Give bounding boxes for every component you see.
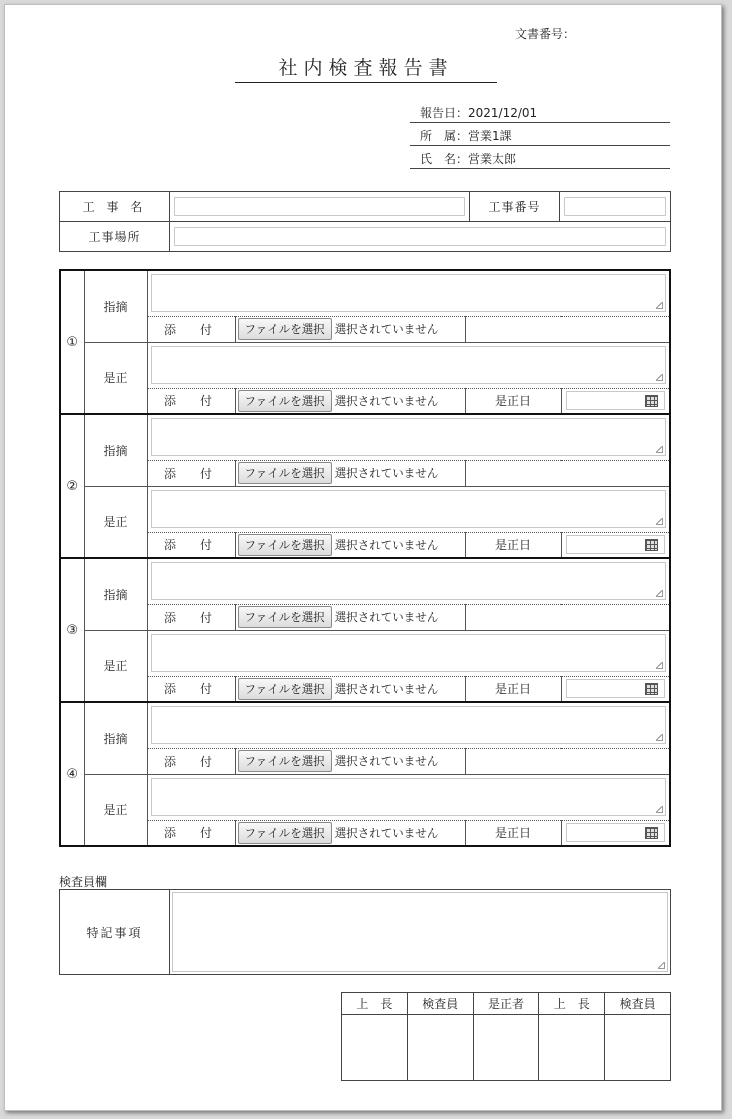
inspector-section-title: 検査員欄 bbox=[59, 875, 108, 889]
blank-cell bbox=[465, 460, 670, 486]
remarks-table bbox=[59, 889, 671, 975]
page-title: 社内検査報告書 bbox=[235, 53, 497, 83]
item-number: ② bbox=[60, 414, 84, 558]
finding-textarea[interactable] bbox=[151, 274, 667, 312]
stamp-box bbox=[342, 1015, 408, 1081]
no-file-text: 選択されていません bbox=[334, 610, 439, 624]
correction-label: 是正 bbox=[84, 774, 147, 846]
calendar-icon[interactable] bbox=[645, 827, 658, 839]
construction-site-input[interactable] bbox=[174, 227, 666, 246]
stamp-box bbox=[407, 1015, 473, 1081]
correction-textarea[interactable] bbox=[151, 490, 667, 528]
correction-date-label: 是正日 bbox=[465, 532, 561, 558]
construction-name-label: 工 事 名 bbox=[60, 192, 170, 222]
no-file-text: 選択されていません bbox=[334, 393, 439, 408]
stamp-box bbox=[539, 1015, 605, 1081]
reporter-name: 氏 名：営業太郎 bbox=[410, 149, 670, 169]
no-file-text: 選択されていません bbox=[334, 322, 439, 336]
no-file-text: 選択されていません bbox=[334, 466, 439, 480]
remarks-label: 特記事項 bbox=[60, 890, 170, 975]
correction-date-input[interactable] bbox=[566, 535, 666, 554]
attach-field bbox=[235, 820, 465, 846]
approval-stamp-table bbox=[341, 992, 671, 1081]
stamp-box bbox=[473, 1015, 539, 1081]
no-file-text: 選択されていません bbox=[334, 825, 439, 840]
correction-date-input[interactable] bbox=[566, 391, 666, 410]
attach-field bbox=[235, 316, 465, 342]
stamp-header: 上 長 bbox=[342, 993, 408, 1015]
attach-label: 添 付 bbox=[147, 676, 235, 702]
finding-label: 指摘 bbox=[84, 270, 147, 342]
stamp-header: 上 長 bbox=[539, 993, 605, 1015]
finding-textarea[interactable] bbox=[151, 418, 667, 456]
blank-cell bbox=[465, 316, 670, 342]
attach-field bbox=[235, 748, 465, 774]
attach-field bbox=[235, 532, 465, 558]
inspection-items-table bbox=[59, 269, 671, 847]
correction-textarea[interactable] bbox=[151, 778, 667, 816]
attach-label: 添 付 bbox=[147, 460, 235, 486]
correction-date-label: 是正日 bbox=[465, 388, 561, 414]
calendar-icon[interactable] bbox=[645, 539, 658, 551]
report-date: 報告日：2021/12/01 bbox=[410, 103, 670, 123]
correction-date-input[interactable] bbox=[566, 679, 666, 698]
calendar-icon[interactable] bbox=[645, 395, 658, 407]
construction-number-label: 工事番号 bbox=[470, 192, 560, 222]
no-file-text: 選択されていません bbox=[334, 537, 439, 552]
correction-date-label: 是正日 bbox=[465, 820, 561, 846]
attach-label: 添 付 bbox=[147, 532, 235, 558]
attach-label: 添 付 bbox=[147, 604, 235, 630]
attach-field bbox=[235, 676, 465, 702]
attach-label: 添 付 bbox=[147, 316, 235, 342]
correction-label: 是正 bbox=[84, 486, 147, 558]
file-select-button[interactable]: ファイルを選択 bbox=[238, 750, 332, 772]
department: 所 属：営業1課 bbox=[410, 126, 670, 146]
doc-number-label: 文書番号： bbox=[515, 27, 576, 41]
report-page bbox=[4, 4, 722, 1111]
finding-textarea[interactable] bbox=[151, 562, 667, 600]
item-number: ④ bbox=[60, 702, 84, 846]
stamp-header: 是正者 bbox=[473, 993, 539, 1015]
stamp-header: 検査員 bbox=[605, 993, 671, 1015]
stamp-header: 検査員 bbox=[407, 993, 473, 1015]
blank-cell bbox=[465, 748, 670, 774]
finding-label: 指摘 bbox=[84, 414, 147, 486]
attach-field bbox=[235, 388, 465, 414]
file-select-button[interactable]: ファイルを選択 bbox=[238, 678, 332, 700]
file-select-button[interactable]: ファイルを選択 bbox=[238, 390, 332, 412]
file-select-button[interactable]: ファイルを選択 bbox=[238, 462, 332, 484]
construction-name-input[interactable] bbox=[174, 197, 465, 216]
construction-info-table bbox=[59, 191, 671, 252]
correction-textarea[interactable] bbox=[151, 346, 667, 384]
file-select-button[interactable]: ファイルを選択 bbox=[238, 534, 332, 556]
stamp-box bbox=[605, 1015, 671, 1081]
correction-textarea[interactable] bbox=[151, 634, 667, 672]
attach-label: 添 付 bbox=[147, 388, 235, 414]
remarks-textarea[interactable] bbox=[172, 892, 668, 972]
correction-label: 是正 bbox=[84, 630, 147, 702]
item-number: ③ bbox=[60, 558, 84, 702]
file-select-button[interactable]: ファイルを選択 bbox=[238, 318, 332, 340]
attach-label: 添 付 bbox=[147, 820, 235, 846]
no-file-text: 選択されていません bbox=[334, 681, 439, 696]
correction-label: 是正 bbox=[84, 342, 147, 414]
construction-site-label: 工事場所 bbox=[60, 222, 170, 252]
item-number: ① bbox=[60, 270, 84, 414]
file-select-button[interactable]: ファイルを選択 bbox=[238, 606, 332, 628]
finding-textarea[interactable] bbox=[151, 706, 667, 744]
attach-field bbox=[235, 460, 465, 486]
correction-date-label: 是正日 bbox=[465, 676, 561, 702]
attach-field bbox=[235, 604, 465, 630]
finding-label: 指摘 bbox=[84, 558, 147, 630]
calendar-icon[interactable] bbox=[645, 683, 658, 695]
no-file-text: 選択されていません bbox=[334, 754, 439, 768]
construction-number-input[interactable] bbox=[564, 197, 666, 216]
finding-label: 指摘 bbox=[84, 702, 147, 774]
correction-date-input[interactable] bbox=[566, 823, 666, 842]
attach-label: 添 付 bbox=[147, 748, 235, 774]
file-select-button[interactable]: ファイルを選択 bbox=[238, 822, 332, 844]
blank-cell bbox=[465, 604, 670, 630]
